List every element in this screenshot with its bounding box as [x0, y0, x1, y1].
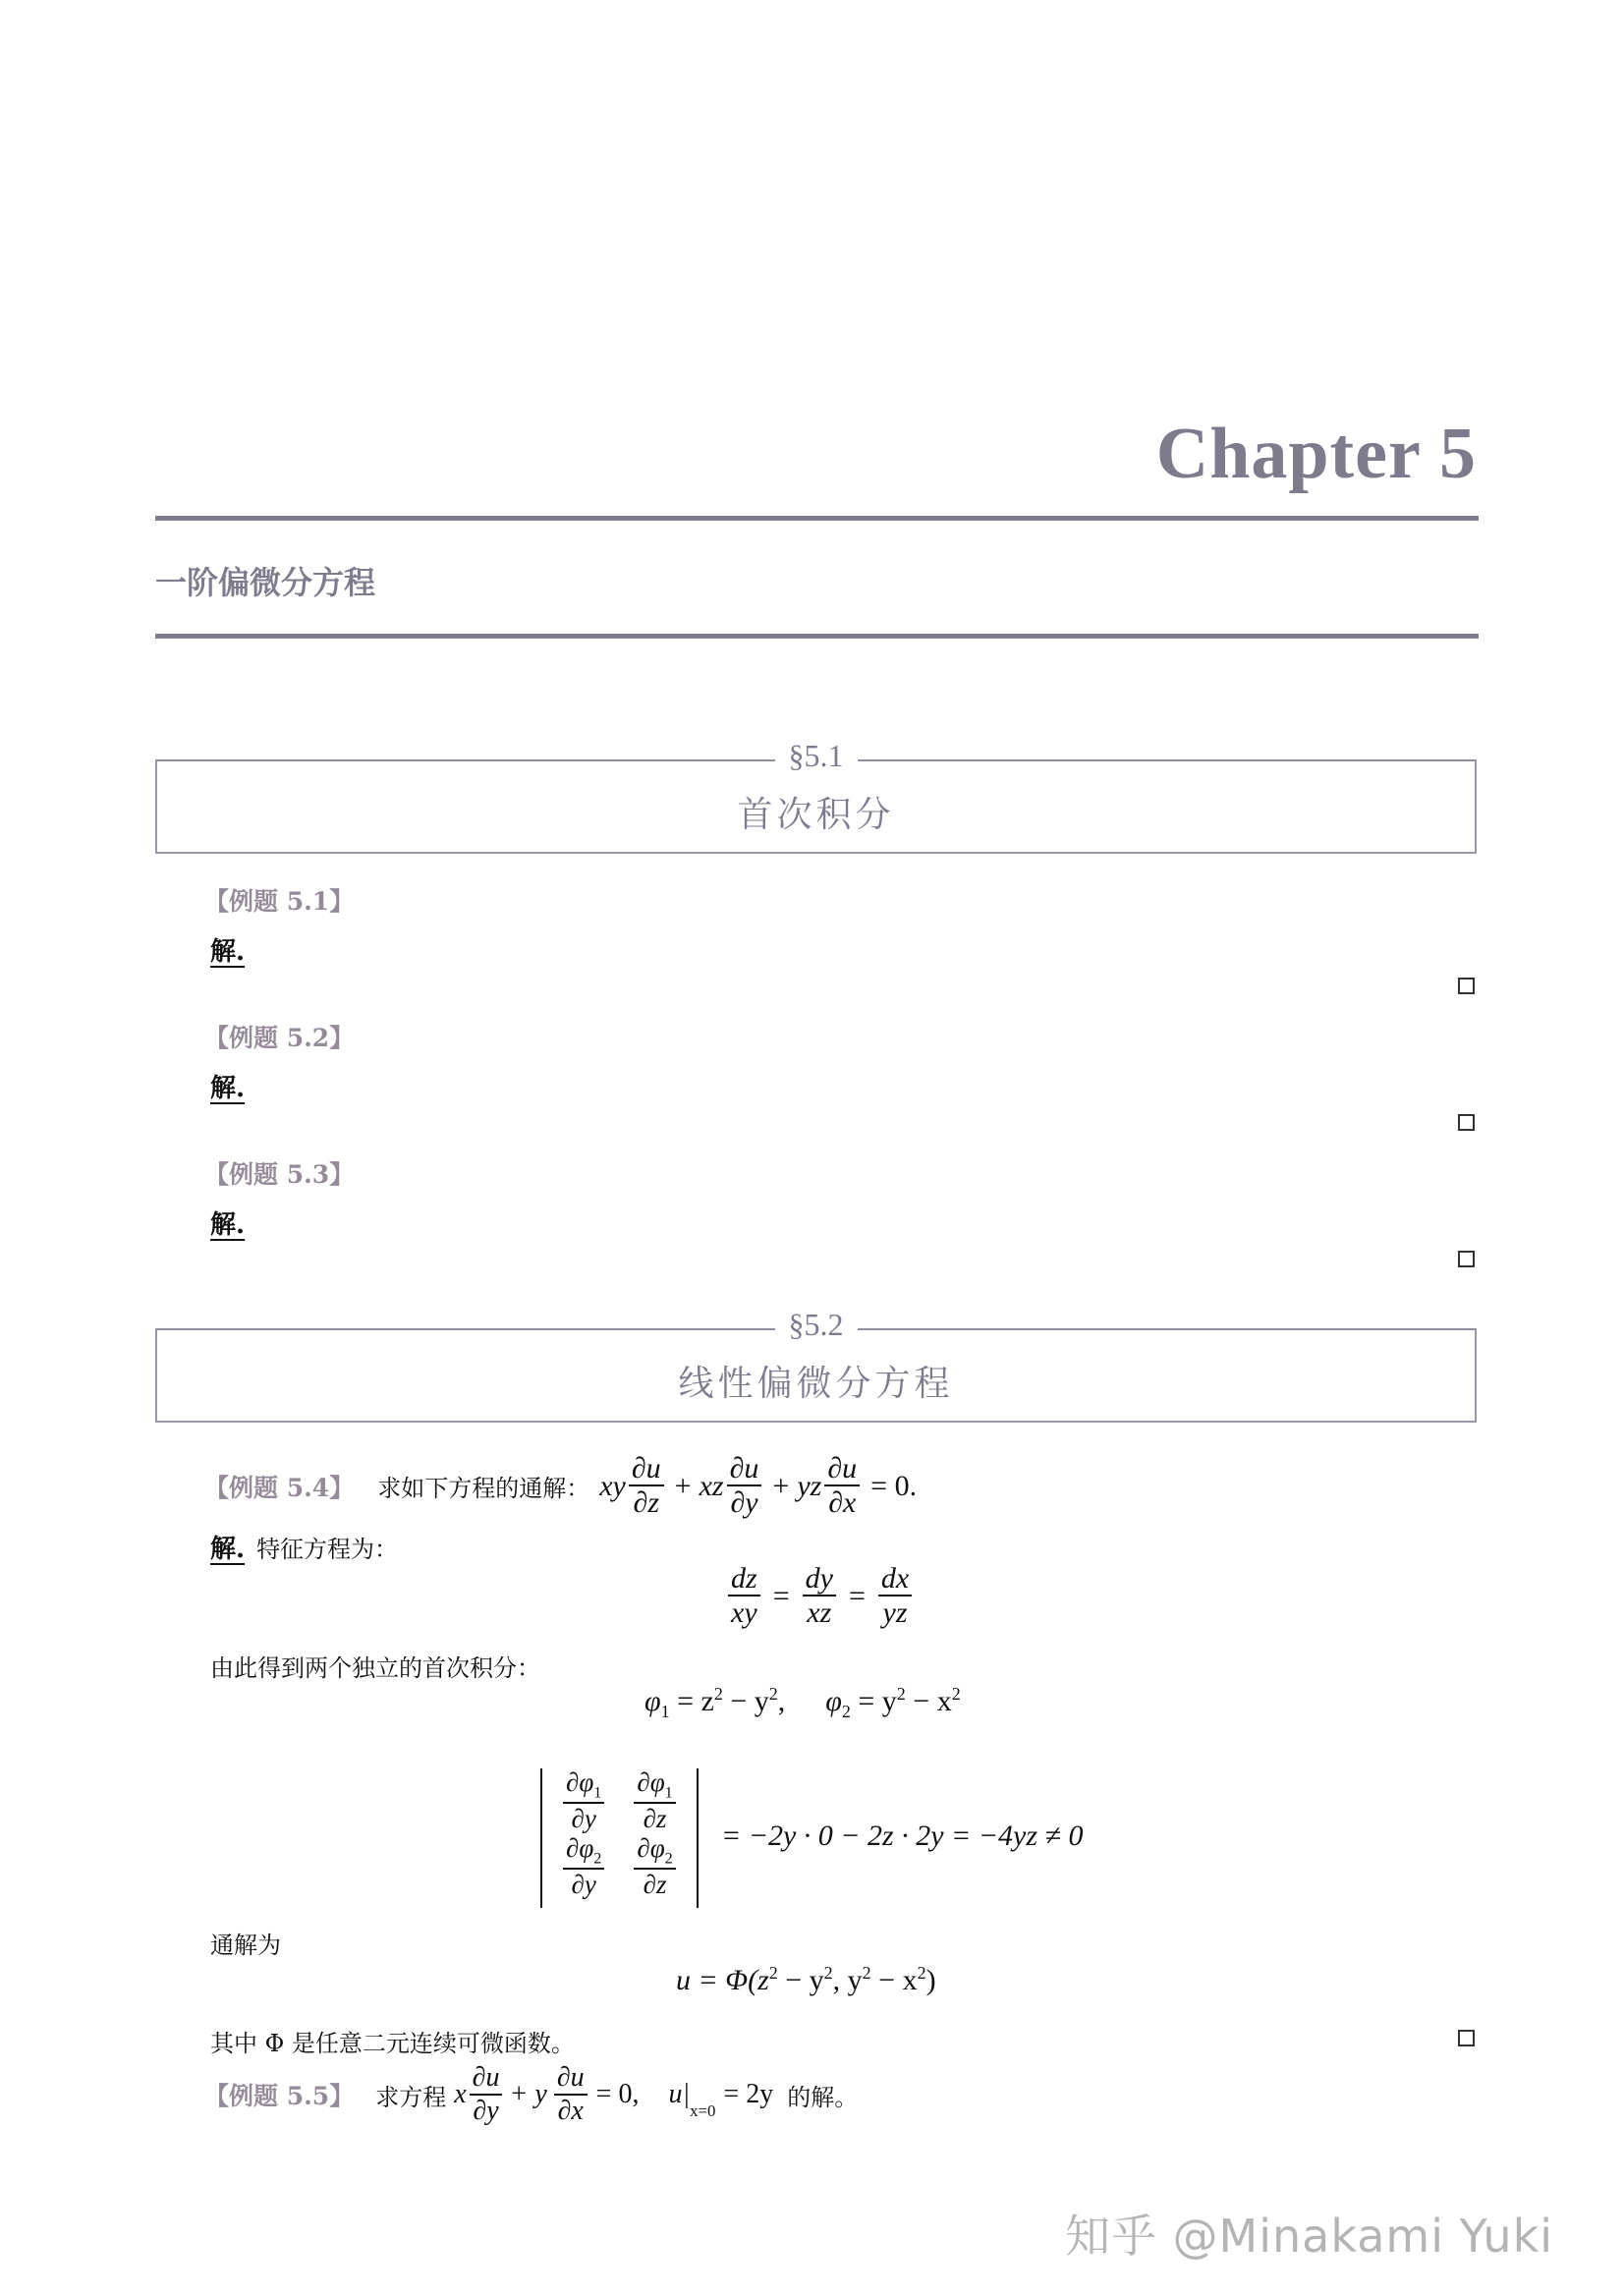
solution-intro-text: 特征方程为： — [256, 1536, 399, 1563]
denominator: ∂z — [633, 1486, 659, 1519]
pde-equation — [454, 2063, 773, 2127]
solution-label: 解. — [210, 1074, 246, 1103]
jacobian-column — [560, 1768, 607, 1908]
solution-intro — [210, 1529, 398, 1565]
numerator: ∂u — [629, 1452, 664, 1486]
operator: + — [772, 1469, 790, 1502]
example-label: 【例题 5.5】 — [204, 2082, 355, 2111]
denominator: ∂x — [828, 1486, 857, 1519]
denominator: ∂y — [730, 1486, 758, 1519]
term-coef: xy — [599, 1469, 626, 1502]
numerator: ∂u — [470, 2063, 503, 2096]
numerator: dy — [803, 1562, 836, 1596]
integrals-intro: 由此得到两个独立的首次积分： — [210, 1654, 540, 1682]
section-title: 线性偏微分方程 — [678, 1364, 954, 1404]
example-text: 求方程 — [375, 2083, 447, 2111]
example-text: 求如下方程的通解： — [377, 1475, 590, 1503]
denominator: ∂y — [571, 1804, 596, 1834]
expr: = y — [858, 1685, 897, 1717]
example-label: 【例题 5.4】 — [204, 1473, 355, 1502]
subscript: 2 — [664, 1849, 673, 1868]
fraction — [563, 1768, 604, 1834]
chapter-rule-top — [155, 516, 1479, 521]
exponent: 2 — [768, 1684, 778, 1704]
subscript: 1 — [664, 1783, 673, 1802]
section-number: §5.1 — [775, 738, 858, 774]
numerator: dz — [728, 1562, 760, 1596]
expr: − y — [777, 1964, 824, 1996]
subscript: 1 — [593, 1783, 602, 1802]
example-tail: 的解。 — [787, 2083, 859, 2111]
example-label: 【例题 5.1】 — [204, 887, 355, 916]
fraction — [803, 1562, 836, 1631]
section-heading-5-2 — [155, 1307, 1477, 1423]
first-integrals — [644, 1684, 961, 1722]
exponent: 2 — [713, 1684, 723, 1704]
numerator: ∂u — [554, 2063, 588, 2096]
fraction — [878, 1562, 912, 1631]
jacobian-determinant — [540, 1768, 699, 1908]
example-5-4-statement — [204, 1452, 917, 1521]
numerator: ∂φ — [566, 1833, 594, 1864]
subscript: x=0 — [690, 2100, 716, 2120]
numerator: ∂φ — [637, 1833, 665, 1864]
chapter-subtitle: 一阶偏微分方程 — [155, 564, 376, 601]
exponent: 2 — [917, 1963, 926, 1983]
denominator: xy — [731, 1596, 757, 1629]
subscript: 2 — [841, 1702, 851, 1721]
boundary-condition: u| — [668, 2079, 691, 2110]
equals: = — [772, 1579, 790, 1612]
denominator: ∂x — [557, 2095, 584, 2126]
subscript: 1 — [660, 1702, 670, 1721]
expr: − x — [905, 1685, 952, 1717]
term-coef: xz — [699, 1469, 724, 1502]
expr: , y — [832, 1964, 863, 1996]
general-solution — [676, 1963, 936, 1997]
equals: = — [848, 1579, 866, 1612]
equation-rhs: = 0. — [870, 1469, 918, 1502]
example-5-5-statement — [204, 2063, 858, 2127]
expr: − x — [870, 1964, 918, 1996]
term-coef: yz — [797, 1469, 822, 1502]
example-label: 【例题 5.3】 — [204, 1160, 355, 1189]
exponent: 2 — [896, 1684, 906, 1704]
comma: , — [777, 1685, 786, 1717]
expr: − y — [722, 1685, 769, 1717]
solution-note: 其中 Φ 是任意二元连续可微函数。 — [210, 2030, 575, 2057]
denominator: xz — [807, 1596, 832, 1629]
qed-square-icon — [1458, 2030, 1475, 2046]
operator: + y — [509, 2079, 547, 2110]
numerator: ∂φ — [637, 1767, 665, 1797]
qed-square-icon — [1458, 1114, 1475, 1131]
fraction — [634, 1834, 675, 1900]
exponent: 2 — [951, 1684, 961, 1704]
fraction — [554, 2063, 588, 2127]
qed-square-icon — [1458, 1251, 1475, 1267]
fraction — [728, 1562, 760, 1631]
equation-rhs: = 0, — [595, 2079, 640, 2110]
solution-label: 解. — [210, 1535, 246, 1564]
phi: φ — [825, 1685, 842, 1717]
numerator: dx — [878, 1562, 912, 1596]
section-number: §5.2 — [775, 1307, 858, 1343]
numerator: ∂φ — [566, 1767, 594, 1797]
characteristic-equation — [725, 1562, 915, 1631]
fraction — [824, 1452, 860, 1521]
solution-label: 解. — [210, 937, 246, 967]
jacobian-column — [631, 1768, 678, 1908]
denominator: ∂y — [473, 2095, 499, 2126]
subscript: 2 — [593, 1849, 602, 1868]
denominator: ∂z — [643, 1804, 667, 1834]
qed-square-icon — [1458, 978, 1475, 994]
expr: ) — [925, 1964, 936, 1996]
general-solution-intro: 通解为 — [210, 1932, 281, 1959]
fraction — [634, 1768, 675, 1834]
exponent: 2 — [768, 1963, 778, 1983]
term-coef: x — [454, 2079, 467, 2110]
section-heading-5-1 — [155, 738, 1477, 854]
denominator: ∂y — [571, 1870, 596, 1900]
fraction — [470, 2063, 503, 2127]
condition-rhs: = 2y — [723, 2079, 774, 2110]
exponent: 2 — [823, 1963, 833, 1983]
section-title: 首次积分 — [737, 795, 895, 835]
numerator: ∂u — [824, 1452, 860, 1486]
solution-label: 解. — [210, 1210, 246, 1240]
fraction — [727, 1452, 762, 1521]
watermark: 知乎 @Minakami Yuki — [1064, 2210, 1553, 2263]
expr: = z — [677, 1685, 714, 1717]
phi: φ — [644, 1685, 661, 1717]
numerator: ∂u — [727, 1452, 762, 1486]
chapter-title: Chapter 5 — [1155, 414, 1477, 494]
fraction — [629, 1452, 664, 1521]
denominator: yz — [882, 1596, 908, 1629]
denominator: ∂z — [643, 1870, 667, 1900]
expr: u = Φ(z — [676, 1964, 769, 1996]
example-label: 【例题 5.2】 — [204, 1024, 355, 1052]
exponent: 2 — [862, 1963, 871, 1983]
operator: + — [674, 1469, 692, 1502]
fraction — [563, 1834, 604, 1900]
chapter-rule-bottom — [155, 634, 1479, 639]
jacobian-result: = −2y · 0 − 2z · 2y = −4yz ≠ 0 — [721, 1820, 1084, 1852]
pde-equation — [599, 1452, 917, 1521]
